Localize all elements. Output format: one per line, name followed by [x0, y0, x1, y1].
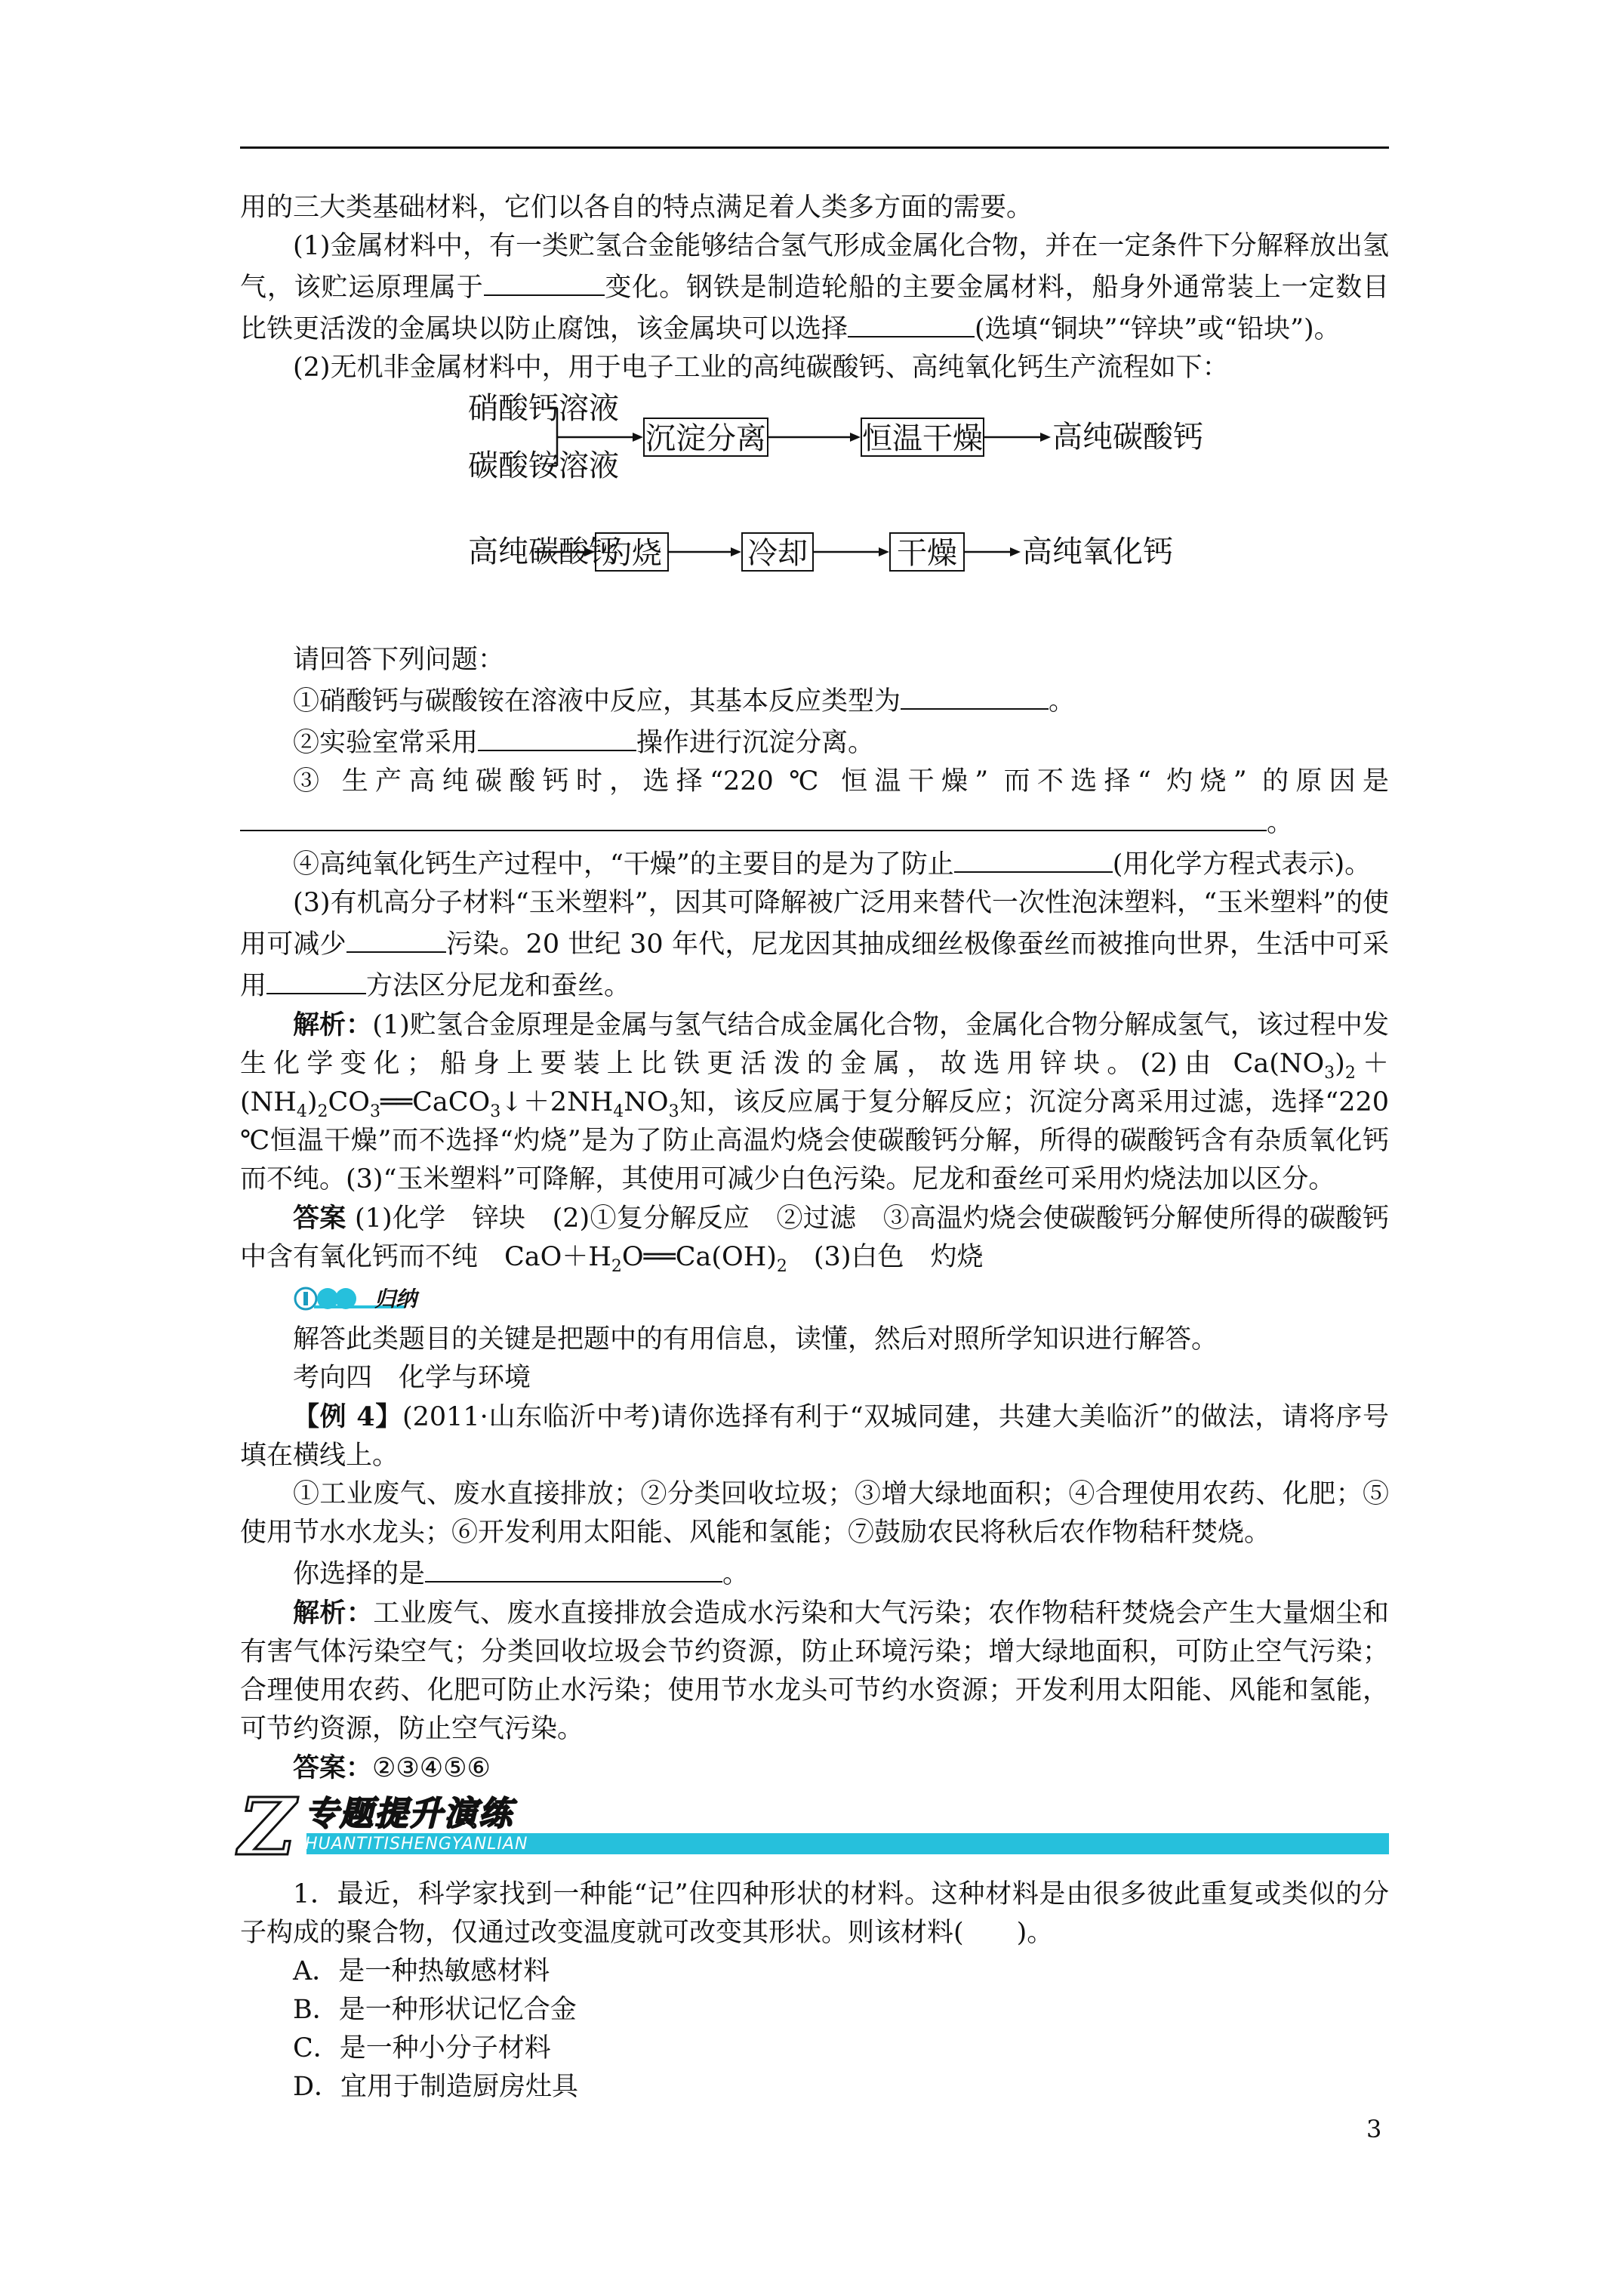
page-body	[240, 189, 1389, 2106]
answer-blank[interactable]	[346, 923, 446, 953]
subscript: 4	[296, 1102, 307, 1121]
option-d: D．宜用于制造厨房灶具	[293, 2072, 579, 2102]
subscript: 2	[776, 1257, 787, 1276]
answer-blank[interactable]	[484, 266, 605, 296]
choice-text: 你选择的是	[293, 1559, 426, 1589]
example-4-choice	[240, 1552, 1389, 1594]
subscript: 3	[668, 1102, 679, 1121]
answer-blank[interactable]	[240, 801, 1267, 831]
subscript: 3	[490, 1102, 501, 1121]
intro-line: 用的三大类基础材料，它们以各自的特点满足着人类多方面的需要。	[240, 193, 1033, 223]
page-number: 3	[1366, 2115, 1382, 2143]
subscript: 2	[317, 1102, 328, 1121]
flow-step-cooling: 冷却	[741, 532, 814, 572]
analysis1-e: CO	[328, 1087, 370, 1117]
answer-blank[interactable]	[848, 307, 975, 337]
question-3-paragraph	[240, 884, 1389, 1006]
analysis1-d: )	[306, 1087, 318, 1117]
subquestion-3	[240, 763, 1389, 801]
example-4	[240, 1398, 1389, 1475]
summary-text: 解答此类题目的关键是把题中的有用信息，读懂，然后对照所学知识进行解答。	[293, 1324, 1218, 1354]
q3-text-c: 方法区分尼龙和蚕丝。	[366, 971, 631, 1001]
subquestion-3-blank-line	[240, 801, 1389, 843]
flow-start-calcium-carbonate: 高纯碳酸钙	[468, 535, 619, 569]
q1-text-c: (选填“铜块”“锌块”或“铅块”)。	[975, 314, 1341, 344]
analysis1-a: (1)贮氢合金原理是金属与氢气结合成金属化合物，金属化合物分解成氢气，该过程中发生化学变化；船身上要装上比铁更活泼的金属，故选用锌块。(2)由 Ca(NO	[240, 1010, 1389, 1079]
example-4-items: ①工业废气、废水直接排放；②分类回收垃圾；③增大绿地面积；④合理使用农药、化肥；⑤使用节水水龙头；⑥开发利用太阳能、风能和氢能；⑦鼓励农民将秋后农作物秸秆焚烧。	[240, 1479, 1389, 1548]
s2-text: ②实验室常采用	[293, 728, 479, 758]
answer2-text: ②③④⑤⑥	[372, 1753, 491, 1783]
answer1-c: (3)白色 灼烧	[787, 1242, 984, 1272]
answer-blank[interactable]	[954, 843, 1113, 873]
q3-text-b: 污染。20 世纪 30 年代，尼龙因其抽成细丝极像蚕丝而被推向世界，生活中可采用	[240, 929, 1389, 1001]
subscript: 2	[1344, 1064, 1356, 1083]
banner-logo-letter: Z	[239, 1780, 296, 1873]
answer-blank[interactable]	[478, 721, 636, 751]
analysis1-c: ＋(NH	[240, 1049, 1389, 1117]
header-rule	[240, 146, 1389, 149]
flow-output-calcium-carbonate: 高纯碳酸钙	[1052, 420, 1203, 455]
section-heading-4: 考向四 化学与环境	[293, 1363, 531, 1393]
ask-line: 请回答下列问题：	[293, 645, 505, 675]
q1-text-a: (1)金属材料中，有一类贮氢合金能够结合氢气形成金属化合物，并在一定条件下分解释放出氢气，该贮运原理属于	[240, 231, 1389, 303]
choice-end: 。	[722, 1559, 750, 1589]
s3-text: ③ 生产高纯碳酸钙时，选择“220 ℃ 恒温干燥” 而不选择“ 灼烧” 的原因是	[293, 766, 1389, 797]
example-label: 【例 4】	[293, 1401, 402, 1432]
answer-blank[interactable]	[901, 680, 1049, 710]
summary-label: 归纳	[374, 1287, 417, 1311]
subscript: 3	[369, 1102, 380, 1121]
option-b: B．是一种形状记忆合金	[293, 1995, 577, 2025]
analysis1-h: NO	[624, 1087, 669, 1117]
analysis-label: 解析：	[293, 1009, 373, 1040]
section-banner	[239, 1780, 1389, 1873]
subquestion-2	[240, 721, 1389, 763]
flow-connectors	[240, 390, 1389, 639]
answer1-b: O══Ca(OH)	[621, 1242, 777, 1272]
flow-step-drying: 干燥	[889, 532, 965, 572]
analysis-label: 解析：	[293, 1598, 374, 1629]
summary-tag	[293, 1283, 1389, 1316]
option-c: C．是一种小分子材料	[293, 2033, 551, 2063]
flow-step-calcination: 灼烧	[595, 532, 669, 572]
question-1-paragraph	[240, 227, 1389, 349]
analysis1-g: ↓＋2NH	[500, 1087, 614, 1117]
question-item-1: 1．最近，科学家找到一种能“记”住四种形状的材料。这种材料是由很多彼此重复或类似的分子构成的聚合物，仅通过改变温度就可改变其形状。则该材料( )。	[240, 1879, 1389, 1948]
answer-1	[240, 1199, 1389, 1277]
answer-blank[interactable]	[266, 964, 366, 994]
flow-step-constant-temp-drying: 恒温干燥	[861, 418, 984, 457]
analysis1-f: ══CaCO	[380, 1087, 491, 1117]
subquestion-4	[240, 843, 1389, 884]
flow-input-ammonium-carbonate: 碳酸铵溶液	[468, 448, 619, 483]
q1-text-b: 变化。钢铁是制造轮船的主要金属材料，船身外通常装上一定数目比铁更活泼的金属块以防止腐蚀，该金属块可以选择	[240, 273, 1389, 344]
option-a: A．是一种热敏感材料	[293, 1956, 550, 1986]
banner-title: 专题提升演练	[305, 1795, 513, 1833]
q3-text-a: (3)有机高分子材料“玉米塑料”，因其可降解被广泛用来替代一次性泡沫塑料，“玉米塑料”的使用可减少	[240, 888, 1389, 960]
flow-diagram	[240, 390, 1389, 639]
s4-text: ④高纯氧化钙生产过程中，“干燥”的主要目的是为了防止	[293, 849, 954, 880]
analysis-1	[240, 1006, 1389, 1199]
answer-label: 答案	[293, 1203, 346, 1234]
flow-output-calcium-oxide: 高纯氧化钙	[1022, 535, 1173, 569]
flow-step-precipitate-separation: 沉淀分离	[643, 418, 768, 457]
s4-end: (用化学方程式表示)。	[1112, 849, 1372, 880]
answer-2	[240, 1749, 1389, 1788]
flow-input-calcium-nitrate: 硝酸钙溶液	[468, 391, 619, 426]
analysis-2	[240, 1594, 1389, 1749]
analysis1-i: 知，该反应属于复分解反应；沉淀分离采用过滤，选择“220 ℃恒温干燥”而不选择“灼烧”是为了防止高温灼烧会使碳酸钙分解，所得的碳酸钙含有杂质氧化钙而不纯。(3)“玉米塑料”可降解，其使用可减少白色污染。尼龙和蚕丝可采用灼烧法加以区分。	[240, 1087, 1390, 1194]
s2-end: 操作进行沉淀分离。	[636, 728, 875, 758]
subscript: 3	[1324, 1064, 1335, 1083]
answer1-a: (1)化学 锌块 (2)①复分解反应 ②过滤 ③高温灼烧会使碳酸钙分解使所得的碳酸钙中含有氧化钙而不纯 CaO＋H	[240, 1203, 1389, 1272]
answer-blank[interactable]	[425, 1552, 722, 1583]
subscript: 2	[611, 1257, 622, 1276]
banner-subtitle: HUANTITISHENGYANLIAN	[305, 1835, 528, 1854]
subquestion-1	[240, 680, 1389, 721]
s3-end: 。	[1267, 808, 1294, 838]
options-list	[240, 1952, 1389, 2106]
answer-label: 答案：	[293, 1752, 373, 1783]
analysis1-b: )	[1335, 1049, 1345, 1079]
analysis2-text: 工业废气、废水直接排放会造成水污染和大气污染；农作物秸秆焚烧会产生大量烟尘和有害气体污染空气；分类回收垃圾会节约资源，防止环境污染；增大绿地面积，可防止空气污染；合理使用农药、化肥可防止水污染；使用节水龙头可节约水资源；开发利用太阳能、风能和氢能，可节约资源，防止空气污染。	[240, 1598, 1389, 1744]
subscript: 4	[613, 1102, 624, 1121]
question-2-intro: (2)无机非金属材料中，用于电子工业的高纯碳酸钙、高纯氧化钙生产流程如下：	[293, 353, 1229, 383]
s1-text: ①硝酸钙与碳酸铵在溶液中反应，其基本反应类型为	[293, 686, 901, 717]
example-4-text: (2011·山东临沂中考)请你选择有利于“双城同建，共建大美临沂”的做法，请将序号填在横线上。	[240, 1402, 1389, 1471]
s1-end: 。	[1049, 686, 1076, 717]
